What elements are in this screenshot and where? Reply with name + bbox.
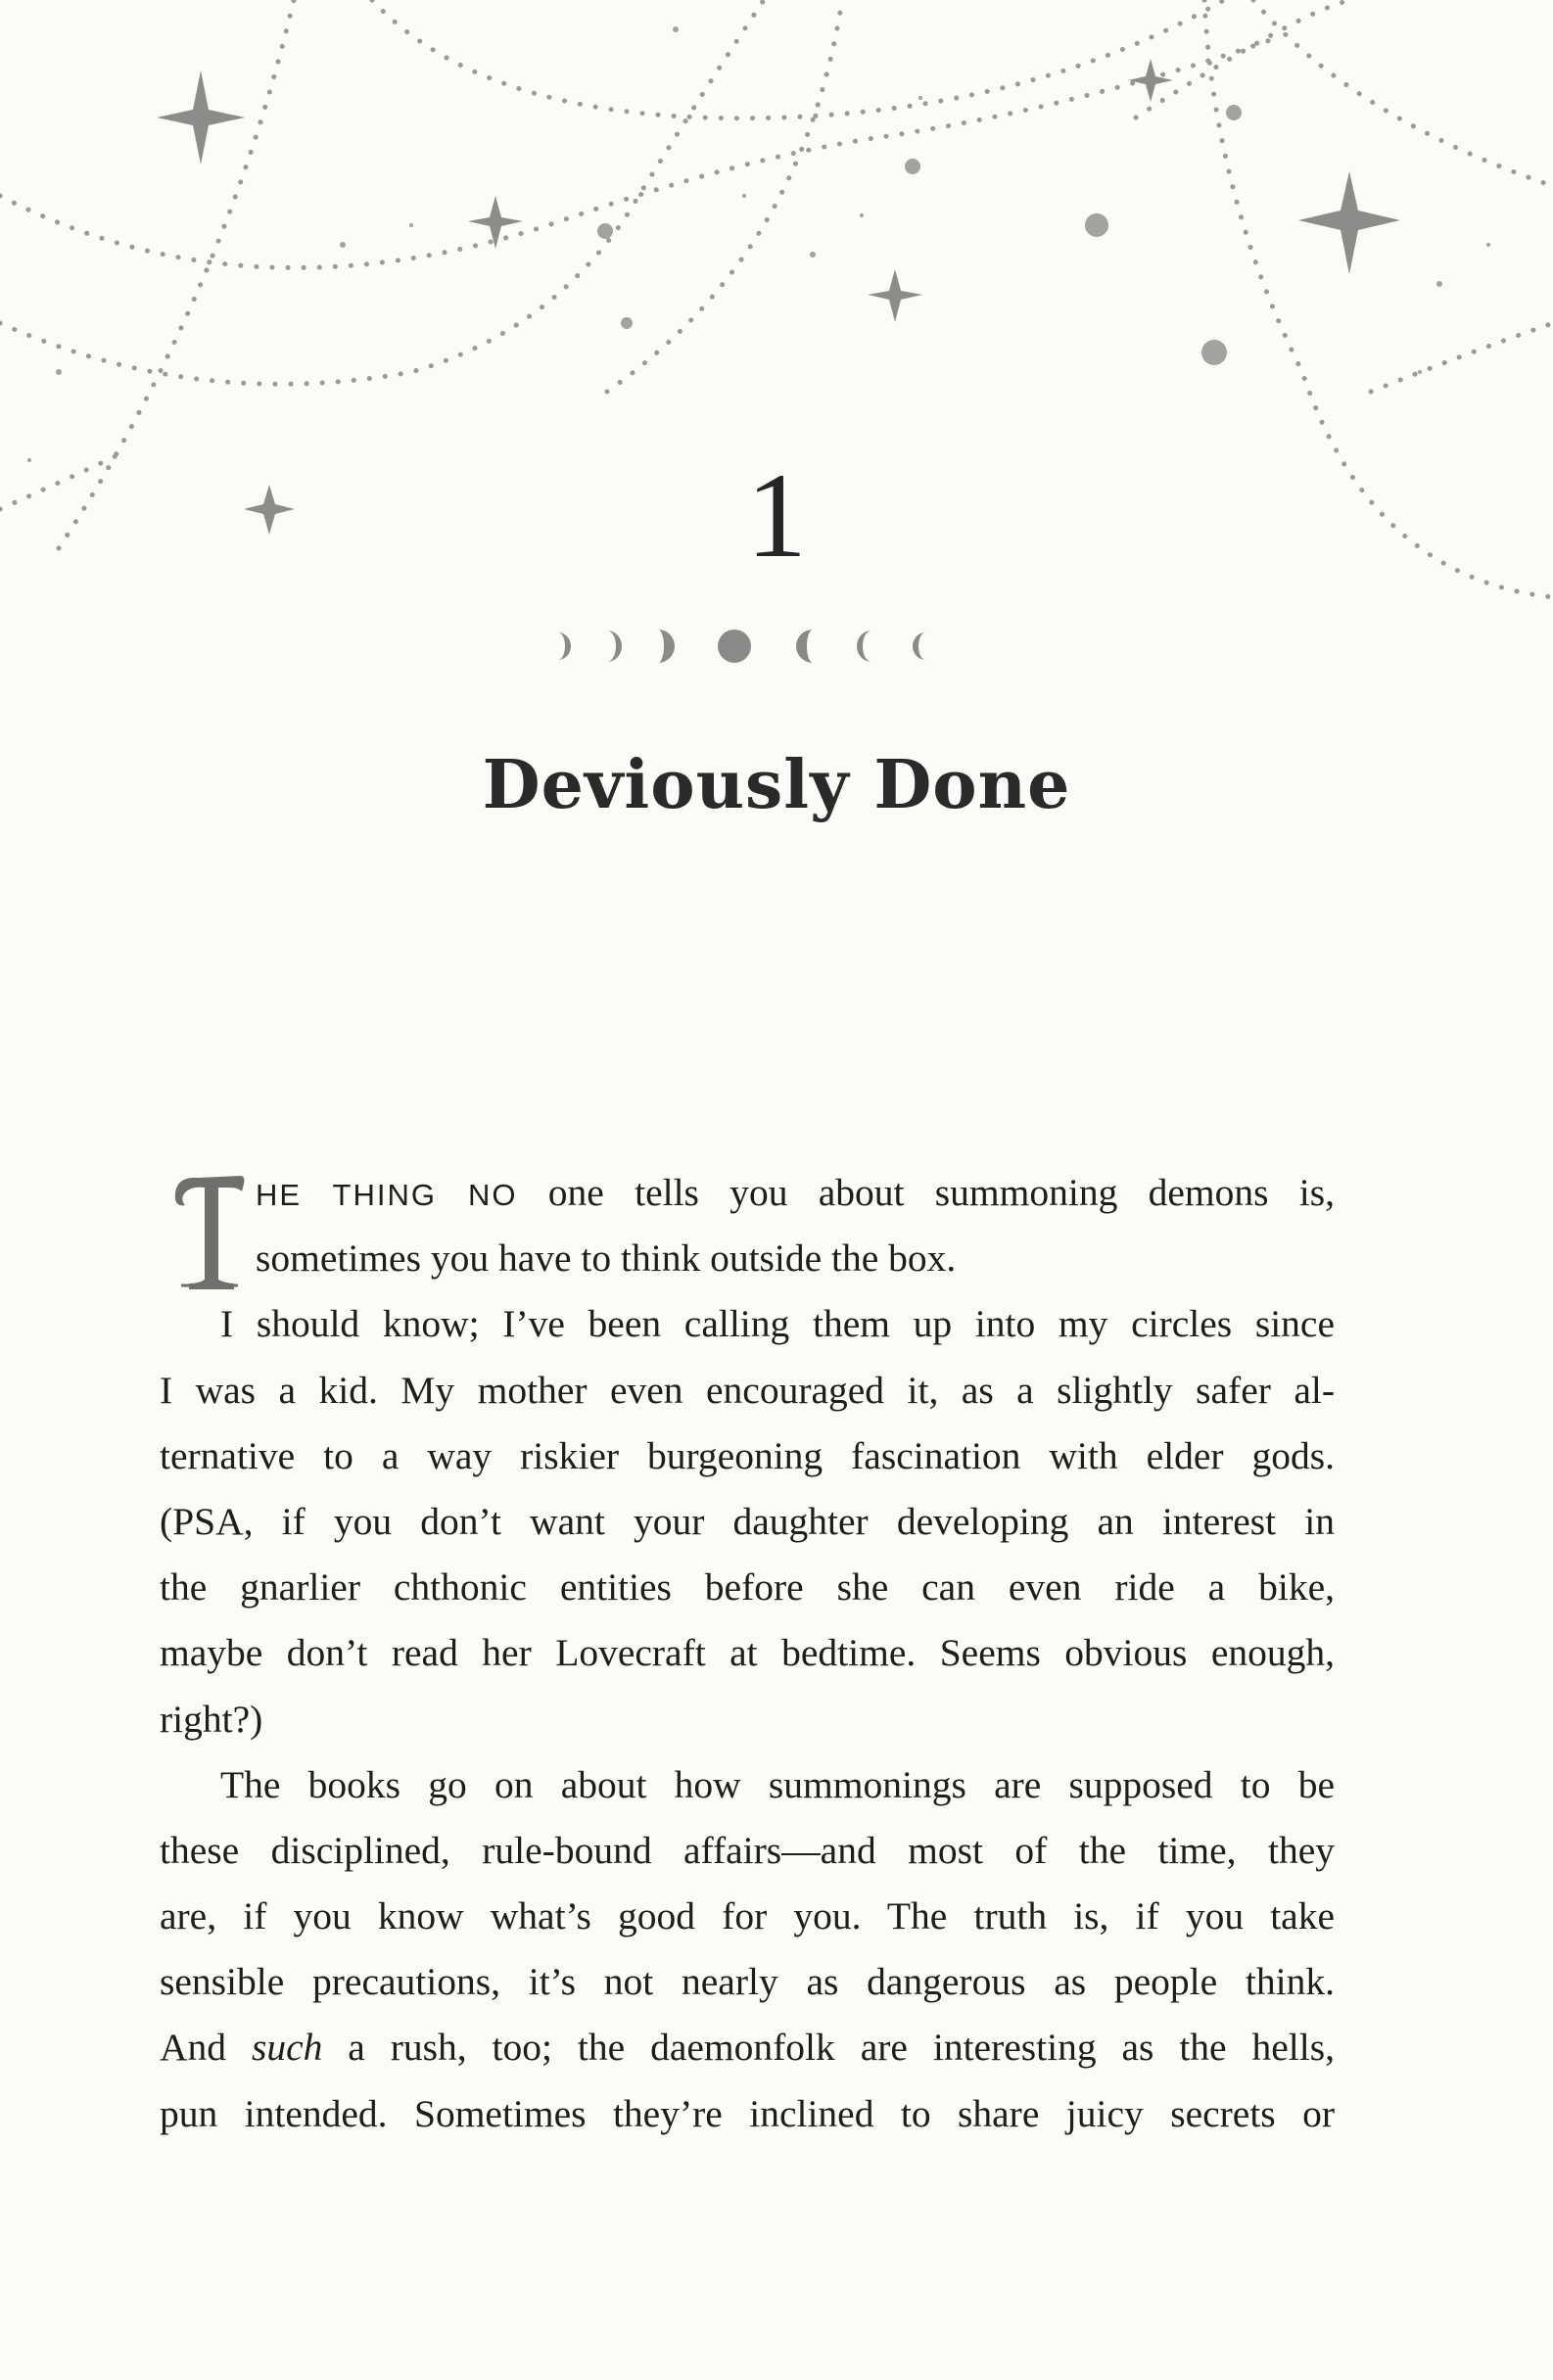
chapter-title: Deviously Done (482, 746, 1071, 824)
text-line-3: I should know; I’ve been calling them up into my circles since (220, 1302, 1335, 1346)
chapter-body (160, 1160, 1335, 2147)
text-line-2: sometimes you have to think outside the box. (256, 1237, 957, 1281)
line-14-start: And (160, 2026, 252, 2070)
italic-word: such (251, 2026, 323, 2070)
line-14-end: a rush, too; the daemonfolk are interesting as the hells, (322, 2026, 1335, 2070)
text-line-14 (160, 2015, 1335, 2080)
text-line-13: sensible precautions, it’s not nearly as dangerous as people think. (160, 1960, 1335, 2004)
opening-small-caps: HE THING NO (256, 1178, 518, 1212)
drop-cap-letter-t (169, 1170, 248, 1295)
text-line-1 (160, 1160, 1335, 1226)
text-line-9: right?) (160, 1697, 263, 1741)
text-line-7: the gnarlier chthonic entities before she can even ride a bike, (160, 1565, 1335, 1610)
text-line-12: are, if you know what’s good for you. The truth is, if you take (160, 1894, 1335, 1938)
text-line-5: ternative to a way riskier burgeoning fascination with elder gods. (160, 1433, 1335, 1477)
chapter-number: 1 (746, 448, 807, 583)
text-line-6: (PSA, if you don’t want your daughter developing an interest in (160, 1499, 1335, 1543)
line-1-text: one tells you about summoning demons is, (517, 1171, 1336, 1214)
moon-phases-icon (529, 617, 960, 676)
text-line-8: maybe don’t read her Lovecraft at bedtime. Seems obvious enough, (160, 1631, 1335, 1675)
text-line-11: these disciplined, rule-bound affairs—and most of the time, they (160, 1828, 1335, 1872)
text-line-10: The books go on about how summonings are supposed to be (220, 1762, 1335, 1806)
text-line-4: I was a kid. My mother even encouraged it, as a slightly safer al- (160, 1368, 1335, 1412)
text-line-15: pun intended. Sometimes they’re inclined to share juicy secrets or (160, 2091, 1335, 2135)
